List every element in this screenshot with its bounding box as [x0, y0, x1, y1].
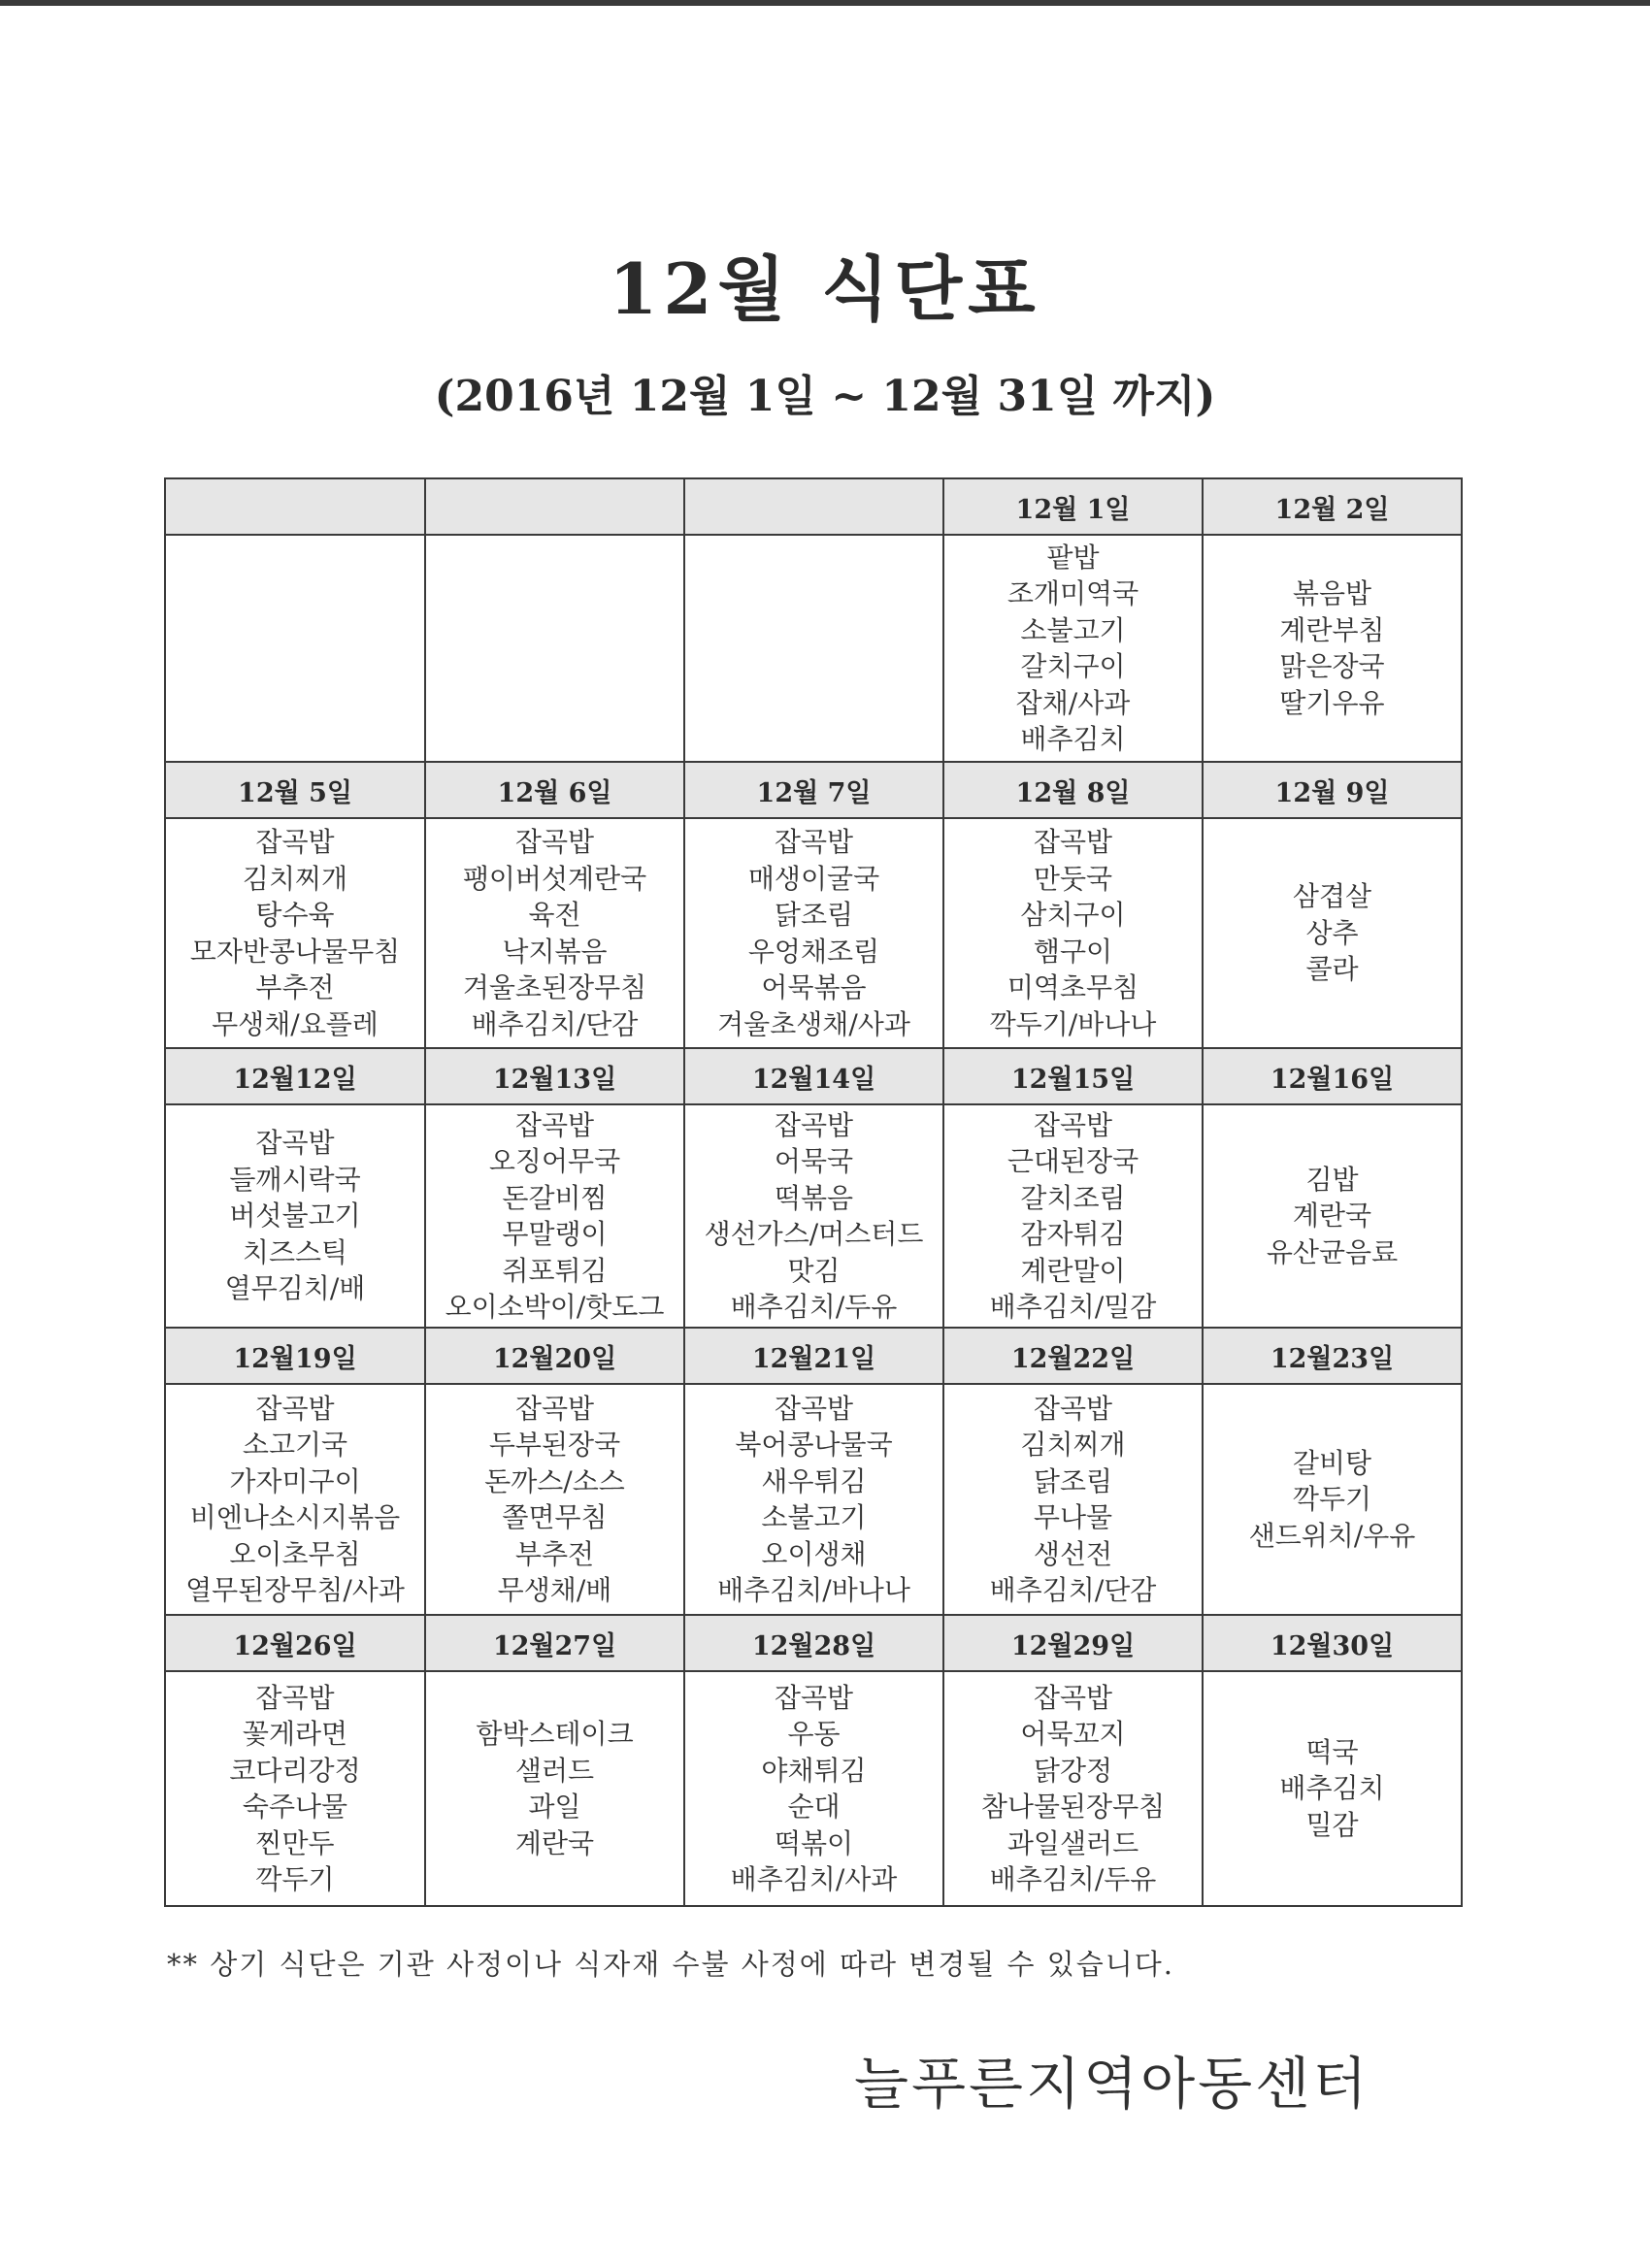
dish-item: 미역초무침 — [1006, 971, 1139, 1003]
day-date-cell: 12월22일 — [943, 1328, 1203, 1384]
day-menu-cell — [943, 1384, 1203, 1615]
dish-item: 샌드위치/우유 — [1248, 1519, 1416, 1552]
day-menu-cell — [165, 1384, 425, 1615]
dish-item: 육전 — [528, 899, 581, 931]
dish-item: 잡곡밥 — [1033, 1681, 1113, 1714]
day-date-cell: 12월 6일 — [425, 762, 684, 818]
dish-item: 무생채/요플레 — [212, 1007, 379, 1040]
dish-item: 갈치구이 — [1020, 650, 1126, 682]
dish-item: 두부된장국 — [488, 1429, 621, 1461]
dish-item: 딸기우유 — [1279, 686, 1385, 719]
day-menu-cell — [425, 1104, 684, 1328]
dish-item: 과일샐러드 — [1006, 1826, 1139, 1859]
day-menu-cell — [684, 818, 943, 1048]
day-menu-cell — [165, 1671, 425, 1906]
day-date-cell: 12월 1일 — [943, 478, 1203, 535]
change-notice: ** 상기 식단은 기관 사정이나 식자재 수불 사정에 따라 변경될 수 있습니다. — [167, 1948, 1175, 1981]
day-date-cell — [684, 478, 943, 535]
dish-item: 떡볶음 — [774, 1181, 854, 1214]
dish-item: 삼겹살 — [1292, 880, 1372, 913]
dish-item: 밀감 — [1305, 1808, 1359, 1841]
dish-item: 무생채/배 — [497, 1574, 612, 1606]
day-menu-cell — [165, 1104, 425, 1328]
dish-item: 잡곡밥 — [514, 1392, 595, 1425]
dish-item: 생선가스/머스터드 — [704, 1218, 924, 1250]
dish-item: 무말랭이 — [502, 1218, 608, 1250]
dish-item: 잡곡밥 — [255, 1127, 335, 1160]
day-date-cell: 12월 2일 — [1203, 478, 1462, 535]
scan-top-edge — [0, 0, 1650, 6]
day-menu-cell — [425, 1384, 684, 1615]
week-date-row — [165, 1615, 1462, 1671]
dish-item: 깍두기/바나나 — [989, 1007, 1157, 1040]
week-menu-row — [165, 1671, 1462, 1906]
dish-item: 배추김치 — [1279, 1772, 1385, 1805]
dish-item: 햄구이 — [1033, 935, 1113, 968]
dish-item: 잡곡밥 — [774, 1681, 854, 1714]
day-menu-cell — [1203, 1104, 1462, 1328]
day-date-cell: 12월27일 — [425, 1615, 684, 1671]
week-date-row — [165, 762, 1462, 818]
dish-item: 열무된장무침/사과 — [185, 1574, 405, 1606]
dish-item: 잡곡밥 — [255, 1681, 335, 1714]
dish-item: 오이생채 — [761, 1537, 867, 1570]
dish-item: 겨울초생채/사과 — [717, 1007, 910, 1040]
day-date-cell: 12월20일 — [425, 1328, 684, 1384]
day-menu-cell — [1203, 535, 1462, 762]
dish-item: 깍두기 — [1292, 1483, 1372, 1516]
dish-item: 감자튀김 — [1020, 1218, 1126, 1250]
dish-item: 부추전 — [514, 1537, 595, 1570]
dish-item: 탕수육 — [255, 899, 335, 931]
dish-item: 잡곡밥 — [774, 826, 854, 858]
dish-item: 쥐포튀김 — [502, 1254, 608, 1287]
dish-item: 낙지볶음 — [502, 935, 608, 968]
dish-item: 잡채/사과 — [1015, 686, 1131, 719]
dish-item: 부추전 — [255, 971, 335, 1003]
dish-item: 배추김치/밀감 — [989, 1291, 1157, 1323]
dish-item: 치즈스틱 — [242, 1235, 348, 1268]
day-date-cell: 12월 9일 — [1203, 762, 1462, 818]
dish-item: 버섯불고기 — [229, 1200, 361, 1233]
day-menu-cell — [943, 1104, 1203, 1328]
dish-item: 콜라 — [1305, 953, 1359, 986]
day-menu-cell — [684, 1104, 943, 1328]
week-date-row — [165, 478, 1462, 535]
dish-item: 김밥 — [1305, 1163, 1359, 1196]
dish-item: 김치찌개 — [242, 862, 348, 895]
date-range-subtitle: (2016년 12월 1일 ~ 12월 31일 까지) — [434, 372, 1216, 421]
dish-item: 떡볶이 — [774, 1826, 854, 1859]
dish-item: 어묵국 — [774, 1145, 854, 1177]
dish-item: 무나물 — [1033, 1501, 1113, 1533]
day-date-cell: 12월 7일 — [684, 762, 943, 818]
dish-item: 잡곡밥 — [514, 1108, 595, 1141]
dish-item: 가자미구이 — [229, 1464, 361, 1497]
dish-item: 배추김치/단감 — [989, 1574, 1157, 1606]
dish-item: 잡곡밥 — [774, 1108, 854, 1141]
week-date-row — [165, 1048, 1462, 1104]
dish-item: 잡곡밥 — [1033, 826, 1113, 858]
dish-item: 갈비탕 — [1292, 1446, 1372, 1479]
dish-item: 계란국 — [1292, 1200, 1372, 1233]
dish-item: 우엉채조림 — [747, 935, 880, 968]
day-date-cell: 12월 8일 — [943, 762, 1203, 818]
day-menu-cell — [684, 1384, 943, 1615]
dish-item: 돈갈비찜 — [502, 1181, 608, 1214]
dish-item: 어묵볶음 — [761, 971, 867, 1003]
week-menu-row — [165, 1384, 1462, 1615]
dish-item: 잡곡밥 — [1033, 1108, 1113, 1141]
dish-item: 잡곡밥 — [255, 1392, 335, 1425]
dish-item: 조개미역국 — [1006, 577, 1139, 609]
day-menu-cell — [684, 535, 943, 762]
week-menu-row — [165, 535, 1462, 762]
day-date-cell: 12월12일 — [165, 1048, 425, 1104]
dish-item: 잡곡밥 — [1033, 1392, 1113, 1425]
organization-name: 늘푸른지역아동센터 — [854, 2051, 1370, 2117]
dish-item: 찐만두 — [255, 1826, 335, 1859]
dish-item: 배추김치/두유 — [730, 1291, 898, 1323]
dish-item: 매생이굴국 — [747, 862, 880, 895]
dish-item: 잡곡밥 — [255, 826, 335, 858]
day-date-cell: 12월 5일 — [165, 762, 425, 818]
dish-item: 갈치조림 — [1020, 1181, 1126, 1214]
dish-item: 유산균음료 — [1266, 1235, 1399, 1268]
dish-item: 꽃게라면 — [242, 1718, 348, 1750]
dish-item: 우동 — [787, 1718, 841, 1750]
day-date-cell: 12월30일 — [1203, 1615, 1462, 1671]
dish-item: 열무김치/배 — [224, 1272, 366, 1305]
dish-item: 만둣국 — [1033, 862, 1113, 895]
menu-table — [164, 477, 1463, 1907]
dish-item: 계란말이 — [1020, 1254, 1126, 1287]
dish-item: 잡곡밥 — [514, 826, 595, 858]
dish-item: 배추김치/사과 — [730, 1863, 898, 1895]
day-date-cell: 12월16일 — [1203, 1048, 1462, 1104]
dish-item: 팥밥 — [1046, 541, 1100, 574]
day-menu-cell — [684, 1671, 943, 1906]
dish-item: 순대 — [787, 1791, 841, 1823]
dish-item: 떡국 — [1305, 1735, 1359, 1768]
day-menu-cell — [425, 818, 684, 1048]
day-date-cell: 12월28일 — [684, 1615, 943, 1671]
dish-item: 야채튀김 — [761, 1754, 867, 1787]
day-menu-cell — [943, 1671, 1203, 1906]
dish-item: 삼치구이 — [1020, 899, 1126, 931]
dish-item: 오이소박이/핫도그 — [445, 1291, 665, 1323]
dish-item: 겨울초된장무침 — [462, 971, 647, 1003]
day-date-cell: 12월14일 — [684, 1048, 943, 1104]
dish-item: 소불고기 — [1020, 613, 1126, 646]
dish-item: 배추김치/단감 — [471, 1007, 639, 1040]
dish-item: 북어콩나물국 — [735, 1429, 893, 1461]
dish-item: 배추김치 — [1020, 723, 1126, 755]
dish-item: 닭강정 — [1033, 1754, 1113, 1787]
dish-item: 들깨시락국 — [229, 1163, 361, 1196]
dish-item: 소고기국 — [242, 1429, 348, 1461]
dish-item: 볶음밥 — [1292, 577, 1372, 609]
dish-item: 돈까스/소스 — [484, 1464, 625, 1497]
dish-item: 계란부침 — [1279, 613, 1385, 646]
day-menu-cell — [425, 1671, 684, 1906]
dish-item: 새우튀김 — [761, 1464, 867, 1497]
day-date-cell: 12월21일 — [684, 1328, 943, 1384]
day-menu-cell — [943, 818, 1203, 1048]
dish-item: 맑은장국 — [1279, 650, 1385, 682]
day-menu-cell — [1203, 1384, 1462, 1615]
dish-item: 코다리강정 — [229, 1754, 361, 1787]
dish-item: 닭조림 — [774, 899, 854, 931]
dish-item: 참나물된장무침 — [980, 1791, 1166, 1823]
day-menu-cell — [165, 535, 425, 762]
day-menu-cell — [425, 535, 684, 762]
day-menu-cell — [1203, 818, 1462, 1048]
dish-item: 샐러드 — [514, 1754, 595, 1787]
dish-item: 오징어무국 — [488, 1145, 621, 1177]
dish-item: 팽이버섯계란국 — [462, 862, 647, 895]
dish-item: 근대된장국 — [1006, 1145, 1139, 1177]
day-menu-cell — [943, 535, 1203, 762]
dish-item: 과일 — [528, 1791, 581, 1823]
dish-item: 쫄면무침 — [502, 1501, 608, 1533]
day-date-cell — [425, 478, 684, 535]
dish-item: 함박스테이크 — [476, 1718, 634, 1750]
dish-item: 모자반콩나물무침 — [189, 935, 401, 968]
day-date-cell: 12월26일 — [165, 1615, 425, 1671]
dish-item: 배추김치/바나나 — [717, 1574, 910, 1606]
dish-item: 잡곡밥 — [774, 1392, 854, 1425]
dish-item: 닭조림 — [1033, 1464, 1113, 1497]
dish-item: 생선전 — [1033, 1537, 1113, 1570]
day-date-cell: 12월15일 — [943, 1048, 1203, 1104]
dish-item: 어묵꼬지 — [1020, 1718, 1126, 1750]
page-title: 12월 식단표 — [609, 247, 1041, 330]
dish-item: 깍두기 — [255, 1863, 335, 1895]
dish-item: 비엔나소시지볶음 — [189, 1501, 401, 1533]
dish-item: 숙주나물 — [242, 1791, 348, 1823]
day-date-cell — [165, 478, 425, 535]
dish-item: 배추김치/두유 — [989, 1863, 1157, 1895]
dish-item: 소불고기 — [761, 1501, 867, 1533]
dish-item: 상추 — [1305, 916, 1359, 949]
dish-item: 오이초무침 — [229, 1537, 361, 1570]
day-date-cell: 12월23일 — [1203, 1328, 1462, 1384]
dish-item: 맛김 — [787, 1254, 841, 1287]
week-date-row — [165, 1328, 1462, 1384]
day-date-cell: 12월13일 — [425, 1048, 684, 1104]
week-menu-row — [165, 1104, 1462, 1328]
dish-item: 김치찌개 — [1020, 1429, 1126, 1461]
dish-item: 계란국 — [514, 1826, 595, 1859]
day-menu-cell — [1203, 1671, 1462, 1906]
day-menu-cell — [165, 818, 425, 1048]
week-menu-row — [165, 818, 1462, 1048]
day-date-cell: 12월19일 — [165, 1328, 425, 1384]
day-date-cell: 12월29일 — [943, 1615, 1203, 1671]
